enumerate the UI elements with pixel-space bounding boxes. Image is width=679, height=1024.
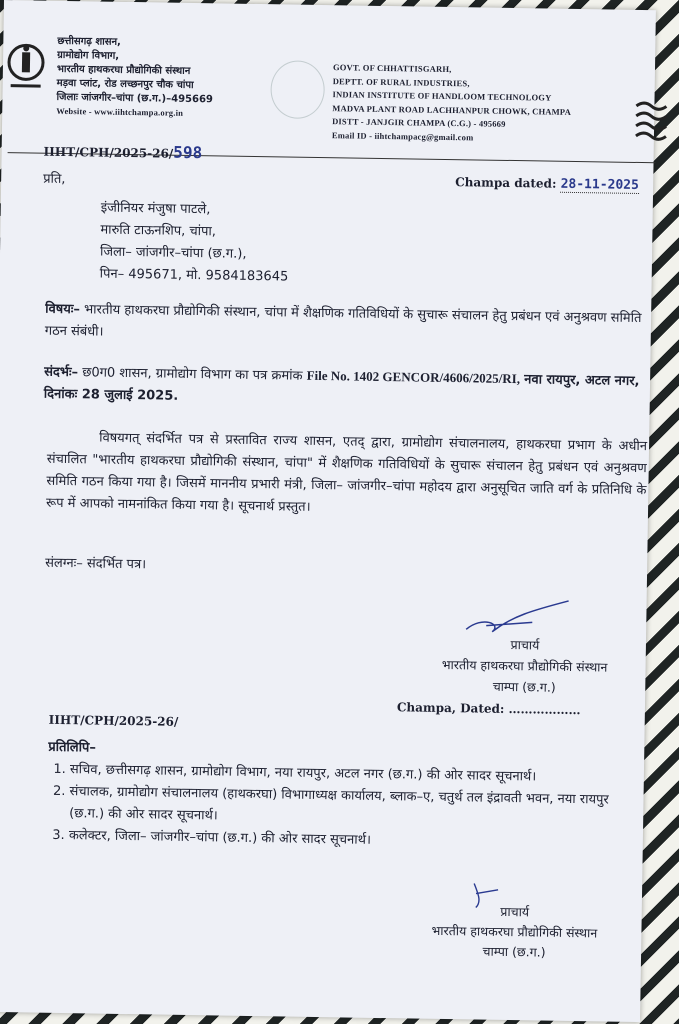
signature-scribble-1 [462,595,573,639]
signature-block-2 [399,900,630,964]
sig2-org: भारतीय हाथकरघा प्रौद्योगिकी संस्थान [431,922,598,941]
prati-label: प्रति, [43,171,66,187]
date-label: Champa dated: [455,175,557,191]
copy-item-1: 1. सचिव, छत्तीसगढ़ शासन, ग्रामोद्योग विभाग, नया रायपुर, अटल नगर (छ.ग.) की ओर सादर सूचनार्थ। [70,759,638,790]
lh-hindi-line1: छत्तीसगढ़ शासन, [57,35,121,48]
handloom-waves-icon [634,100,669,149]
reference-block [44,361,645,415]
addressee-name: इंजीनियर मंजुषा पाटले, [100,200,211,218]
ref-number-text: IIHT/CPH/2025-26/ [43,144,174,161]
copy-block [47,737,639,856]
addressee-addr1: मारुति टाऊनशिप, चांपा, [100,222,217,240]
reference-text-c: नवा रायपुर, अटल नगर, दिनांकः 28 जुलाई 2025. [43,372,640,404]
copy-label: प्रतिलिपि– [48,739,96,756]
copy-list [47,759,638,856]
lh-hindi-line5: जिलाः जांजगीर–चांपा (छ.ग.)–495669 [56,91,213,106]
enclosure-line: संलग्नः– संदर्भित पत्र। [45,555,147,573]
lh-hindi-line4: मड़वा प्लांट, रोड लच्छनपुर चौक चांपा [56,77,194,91]
lh-website: Website - www.iihtchampa.org.in [56,105,184,118]
lh-eng-line4: MADVA PLANT ROAD LACHHANPUR CHOWK, CHAMPA [332,102,572,117]
sig1-place: चाम्पा (छ.ग.) [492,678,556,695]
letter-date [455,175,639,193]
reference-text-a: छ0ग0 शासन, ग्रामोद्योग विभाग का पत्र क्रमांक [82,365,303,384]
body-paragraph: विषयगत् संदर्भित पत्र से प्रस्तावित राज्य शासन, एतद् द्वारा, ग्रामोद्योग संचालनालय, हाथकरघा प्रभाग के अधीन संचालित "भारतीय हाथकरघा प्रौद्योगिकी संस्थान, चांपा" में शैक्षणिक गतिविधियों के सुचारू संचालन हेतु प्रबंधन एवं अनुश्रवण समिति गठन किया गया है। जिसमें माननीय प्रभारी मंत्री, जिला– जांजगीर–चांपा महोदय द्वारा अनुसूचित जाति वर्ग के प्रतिनिधि के रूप में आपको नामनांकित किया गया है। सूचनार्थ प्रस्तुत। [45,430,648,515]
subject-block [45,299,646,352]
addressee-addr3: पिन– 495671, मो. 9584183645 [99,266,289,285]
lh-eng-line6: Email ID - iihtchampacg@gmail.com [331,129,474,142]
copy-item-2: 2. संचालक, ग्रामोद्योग संचालनालय (हाथकरघा) विभागाध्यक्ष कार्यालय, ब्लाक–ए, चतुर्थ तल इंद्रावती भवन, नया रायपुर (छ.ग.) की ओर सादर सूचनार्थ। [69,781,638,834]
copy-item-3: 3. कलेक्टर, जिला– जांजगीर–चांपा (छ.ग.) की ओर सादर सूचनार्थ। [69,825,637,856]
dated-line-2: Champa, Dated: ……………… [396,700,581,718]
lh-eng-line2: DEPTT. OF RURAL INDUSTRIES, [332,75,470,88]
lh-hindi-line3: भारतीय हाथकरघा प्रौद्योगिकी संस्थान [56,63,191,77]
faded-seal-emblem [270,60,325,119]
signature-block-1 [409,632,640,699]
lh-hindi-line2: ग्रामोद्योग विभाग, [57,49,120,62]
letterhead-english [332,61,613,146]
addressee-addr2: जिला– जांजगीर–चांपा (छ.ग.), [99,244,247,262]
letterhead-hindi [56,35,277,122]
reference-number-2: IIHT/CPH/2025-26/ [48,712,179,729]
handwritten-date: 28-11-2025 [560,176,640,193]
reference-file-no: File No. 1402 GENCOR/4606/2025/RI, [306,367,521,387]
reference-label: संदर्भः– [44,364,79,381]
addressee-block [100,198,421,291]
lh-eng-line3: INDIAN INSTITUTE OF HANDLOOM TECHNOLOGY [332,89,552,103]
institute-logo [6,42,45,97]
sig2-place: चाम्पा (छ.ग.) [482,943,546,960]
lh-eng-line5: DISTT - JANJGIR CHAMPA (C.G.) - 495669 [332,116,506,129]
sig1-org: भारतीय हाथकरघा प्रौद्योगिकी संस्थान [441,656,608,675]
subject-label: विषयः– [45,301,81,318]
reference-number [43,141,202,162]
sig1-title: प्राचार्य [510,637,540,653]
subject-text: भारतीय हाथकरघा प्रौद्योगिकी संस्थान, चांपा में शैक्षणिक गतिविधियों के सुचारू संचालन हेतु प्रबंधन एवं अनुश्रवण समिति गठन संबंधी। [44,302,642,340]
lh-eng-line1: GOVT. OF CHHATTISGARH, [332,62,452,75]
handwritten-dispatch-number: 598 [173,142,203,163]
sig2-title: प्राचार्य [500,903,530,920]
